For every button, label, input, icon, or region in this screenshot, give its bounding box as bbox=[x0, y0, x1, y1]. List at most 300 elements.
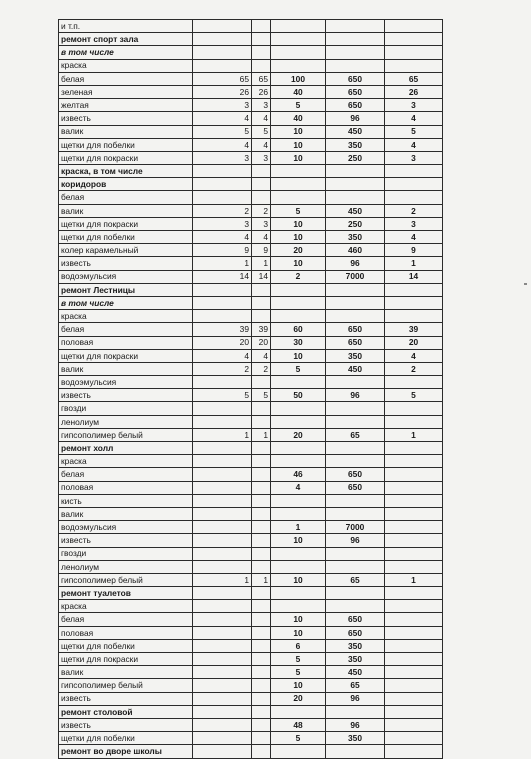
norm-cell bbox=[271, 494, 326, 507]
item-name-cell: водоэмульсия bbox=[59, 521, 193, 534]
qty-b-cell bbox=[252, 442, 271, 455]
qty-b-cell: 4 bbox=[252, 138, 271, 151]
table-row bbox=[59, 191, 443, 204]
qty-a-cell bbox=[193, 20, 252, 33]
total-cell bbox=[385, 560, 443, 573]
qty-a-cell bbox=[193, 296, 252, 309]
item-name-cell: ленолиум bbox=[59, 415, 193, 428]
total-cell: 3 bbox=[385, 217, 443, 230]
total-cell: 4 bbox=[385, 231, 443, 244]
norm-cell bbox=[271, 376, 326, 389]
qty-b-cell bbox=[252, 20, 271, 33]
total-cell bbox=[385, 481, 443, 494]
qty-a-cell bbox=[193, 442, 252, 455]
total-cell bbox=[385, 639, 443, 652]
total-cell: 14 bbox=[385, 270, 443, 283]
qty-b-cell bbox=[252, 613, 271, 626]
table-row bbox=[59, 178, 443, 191]
norm-cell: 4 bbox=[271, 481, 326, 494]
norm-cell: 5 bbox=[271, 99, 326, 112]
price-cell bbox=[326, 560, 385, 573]
qty-a-cell: 1 bbox=[193, 257, 252, 270]
norm-cell: 10 bbox=[271, 138, 326, 151]
table-row bbox=[59, 534, 443, 547]
norm-cell bbox=[271, 415, 326, 428]
table-row bbox=[59, 666, 443, 679]
norm-cell bbox=[271, 296, 326, 309]
table-row bbox=[59, 257, 443, 270]
total-cell bbox=[385, 283, 443, 296]
qty-a-cell: 3 bbox=[193, 151, 252, 164]
qty-b-cell: 2 bbox=[252, 362, 271, 375]
norm-cell: 10 bbox=[271, 613, 326, 626]
qty-b-cell bbox=[252, 534, 271, 547]
price-cell: 96 bbox=[326, 257, 385, 270]
price-cell: 65 bbox=[326, 573, 385, 586]
norm-cell bbox=[271, 560, 326, 573]
norm-cell: 10 bbox=[271, 257, 326, 270]
qty-b-cell bbox=[252, 547, 271, 560]
table-row bbox=[59, 72, 443, 85]
item-name-cell: в том числе bbox=[59, 296, 193, 309]
item-name-cell: половая bbox=[59, 336, 193, 349]
qty-a-cell bbox=[193, 59, 252, 72]
price-cell bbox=[326, 402, 385, 415]
materials-table bbox=[58, 19, 443, 759]
price-cell bbox=[326, 507, 385, 520]
item-name-cell: ремонт спорт зала bbox=[59, 33, 193, 46]
total-cell bbox=[385, 732, 443, 745]
norm-cell bbox=[271, 600, 326, 613]
total-cell bbox=[385, 455, 443, 468]
item-name-cell: краска bbox=[59, 59, 193, 72]
qty-a-cell bbox=[193, 613, 252, 626]
qty-b-cell bbox=[252, 745, 271, 758]
norm-cell bbox=[271, 20, 326, 33]
item-name-cell: коридоров bbox=[59, 178, 193, 191]
price-cell: 450 bbox=[326, 666, 385, 679]
item-name-cell: щетки для покраски bbox=[59, 217, 193, 230]
qty-a-cell bbox=[193, 718, 252, 731]
qty-a-cell: 4 bbox=[193, 231, 252, 244]
qty-b-cell bbox=[252, 507, 271, 520]
price-cell: 450 bbox=[326, 125, 385, 138]
total-cell bbox=[385, 310, 443, 323]
price-cell bbox=[326, 494, 385, 507]
table-row bbox=[59, 639, 443, 652]
total-cell bbox=[385, 46, 443, 59]
item-name-cell: белая bbox=[59, 323, 193, 336]
qty-b-cell bbox=[252, 376, 271, 389]
norm-cell: 10 bbox=[271, 626, 326, 639]
qty-b-cell bbox=[252, 310, 271, 323]
qty-a-cell: 2 bbox=[193, 204, 252, 217]
table-row bbox=[59, 600, 443, 613]
table-row bbox=[59, 573, 443, 586]
qty-a-cell: 9 bbox=[193, 244, 252, 257]
norm-cell: 30 bbox=[271, 336, 326, 349]
norm-cell: 5 bbox=[271, 362, 326, 375]
qty-a-cell bbox=[193, 705, 252, 718]
price-cell bbox=[326, 600, 385, 613]
total-cell: 3 bbox=[385, 151, 443, 164]
qty-b-cell: 1 bbox=[252, 257, 271, 270]
qty-b-cell: 5 bbox=[252, 389, 271, 402]
price-cell: 65 bbox=[326, 428, 385, 441]
qty-a-cell bbox=[193, 481, 252, 494]
price-cell: 650 bbox=[326, 468, 385, 481]
total-cell bbox=[385, 587, 443, 600]
norm-cell: 10 bbox=[271, 573, 326, 586]
norm-cell: 20 bbox=[271, 428, 326, 441]
table-row bbox=[59, 33, 443, 46]
norm-cell: 10 bbox=[271, 679, 326, 692]
qty-a-cell bbox=[193, 639, 252, 652]
price-cell: 450 bbox=[326, 204, 385, 217]
qty-b-cell bbox=[252, 59, 271, 72]
qty-b-cell: 9 bbox=[252, 244, 271, 257]
norm-cell bbox=[271, 455, 326, 468]
table-row bbox=[59, 231, 443, 244]
item-name-cell: краска bbox=[59, 310, 193, 323]
qty-b-cell: 14 bbox=[252, 270, 271, 283]
qty-a-cell bbox=[193, 468, 252, 481]
total-cell bbox=[385, 718, 443, 731]
qty-a-cell bbox=[193, 692, 252, 705]
qty-a-cell bbox=[193, 600, 252, 613]
norm-cell bbox=[271, 402, 326, 415]
item-name-cell: водоэмульсия bbox=[59, 270, 193, 283]
item-name-cell: водоэмульсия bbox=[59, 376, 193, 389]
qty-b-cell: 65 bbox=[252, 72, 271, 85]
item-name-cell: валик bbox=[59, 507, 193, 520]
item-name-cell: белая bbox=[59, 468, 193, 481]
qty-a-cell bbox=[193, 560, 252, 573]
price-cell: 96 bbox=[326, 718, 385, 731]
qty-b-cell bbox=[252, 296, 271, 309]
total-cell bbox=[385, 191, 443, 204]
table-row bbox=[59, 362, 443, 375]
norm-cell bbox=[271, 283, 326, 296]
price-cell: 7000 bbox=[326, 270, 385, 283]
norm-cell bbox=[271, 705, 326, 718]
price-cell bbox=[326, 745, 385, 758]
qty-a-cell bbox=[193, 745, 252, 758]
qty-a-cell: 3 bbox=[193, 99, 252, 112]
item-name-cell: желтая bbox=[59, 99, 193, 112]
qty-a-cell: 65 bbox=[193, 72, 252, 85]
qty-a-cell: 1 bbox=[193, 428, 252, 441]
qty-a-cell: 39 bbox=[193, 323, 252, 336]
price-cell: 350 bbox=[326, 639, 385, 652]
table-row bbox=[59, 296, 443, 309]
qty-a-cell bbox=[193, 666, 252, 679]
item-name-cell: краска bbox=[59, 455, 193, 468]
price-cell bbox=[326, 59, 385, 72]
norm-cell bbox=[271, 547, 326, 560]
price-cell: 650 bbox=[326, 99, 385, 112]
qty-a-cell bbox=[193, 402, 252, 415]
item-name-cell: кисть bbox=[59, 494, 193, 507]
total-cell bbox=[385, 521, 443, 534]
item-name-cell: щетки для покраски bbox=[59, 653, 193, 666]
item-name-cell: краска bbox=[59, 600, 193, 613]
total-cell bbox=[385, 547, 443, 560]
table-row bbox=[59, 283, 443, 296]
total-cell: 5 bbox=[385, 389, 443, 402]
price-cell bbox=[326, 165, 385, 178]
total-cell bbox=[385, 653, 443, 666]
price-cell: 650 bbox=[326, 613, 385, 626]
price-cell: 65 bbox=[326, 679, 385, 692]
table-row bbox=[59, 151, 443, 164]
total-cell: 65 bbox=[385, 72, 443, 85]
total-cell bbox=[385, 178, 443, 191]
qty-b-cell bbox=[252, 732, 271, 745]
total-cell: 2 bbox=[385, 362, 443, 375]
table-row bbox=[59, 20, 443, 33]
materials-table-body bbox=[59, 20, 443, 759]
table-row bbox=[59, 745, 443, 758]
table-row bbox=[59, 204, 443, 217]
norm-cell: 40 bbox=[271, 85, 326, 98]
table-row bbox=[59, 521, 443, 534]
qty-b-cell bbox=[252, 468, 271, 481]
norm-cell: 40 bbox=[271, 112, 326, 125]
norm-cell bbox=[271, 310, 326, 323]
total-cell: 5 bbox=[385, 125, 443, 138]
item-name-cell: гвозди bbox=[59, 547, 193, 560]
item-name-cell: половая bbox=[59, 481, 193, 494]
qty-a-cell bbox=[193, 415, 252, 428]
total-cell bbox=[385, 468, 443, 481]
qty-a-cell bbox=[193, 46, 252, 59]
item-name-cell: гипсополимер белый bbox=[59, 428, 193, 441]
qty-b-cell: 2 bbox=[252, 204, 271, 217]
item-name-cell: щетки для побелки bbox=[59, 732, 193, 745]
total-cell: 1 bbox=[385, 573, 443, 586]
norm-cell: 10 bbox=[271, 125, 326, 138]
qty-a-cell bbox=[193, 521, 252, 534]
price-cell: 96 bbox=[326, 389, 385, 402]
item-name-cell: известь bbox=[59, 112, 193, 125]
qty-a-cell bbox=[193, 507, 252, 520]
item-name-cell: белая bbox=[59, 191, 193, 204]
qty-b-cell bbox=[252, 639, 271, 652]
price-cell bbox=[326, 376, 385, 389]
price-cell bbox=[326, 455, 385, 468]
norm-cell: 60 bbox=[271, 323, 326, 336]
item-name-cell: известь bbox=[59, 534, 193, 547]
table-row bbox=[59, 679, 443, 692]
total-cell bbox=[385, 296, 443, 309]
norm-cell bbox=[271, 46, 326, 59]
price-cell: 250 bbox=[326, 151, 385, 164]
table-row bbox=[59, 125, 443, 138]
qty-b-cell: 3 bbox=[252, 151, 271, 164]
item-name-cell: известь bbox=[59, 718, 193, 731]
qty-b-cell: 5 bbox=[252, 125, 271, 138]
total-cell: 26 bbox=[385, 85, 443, 98]
total-cell: 4 bbox=[385, 349, 443, 362]
total-cell: 39 bbox=[385, 323, 443, 336]
item-name-cell: щетки для побелки bbox=[59, 231, 193, 244]
table-row bbox=[59, 138, 443, 151]
norm-cell bbox=[271, 587, 326, 600]
qty-a-cell bbox=[193, 547, 252, 560]
table-row bbox=[59, 653, 443, 666]
norm-cell bbox=[271, 442, 326, 455]
total-cell bbox=[385, 600, 443, 613]
qty-a-cell bbox=[193, 679, 252, 692]
price-cell: 350 bbox=[326, 349, 385, 362]
qty-a-cell: 26 bbox=[193, 85, 252, 98]
price-cell bbox=[326, 296, 385, 309]
norm-cell bbox=[271, 33, 326, 46]
total-cell: 1 bbox=[385, 428, 443, 441]
total-cell bbox=[385, 534, 443, 547]
qty-a-cell: 14 bbox=[193, 270, 252, 283]
qty-a-cell bbox=[193, 310, 252, 323]
qty-b-cell: 4 bbox=[252, 231, 271, 244]
qty-b-cell bbox=[252, 666, 271, 679]
qty-a-cell: 2 bbox=[193, 362, 252, 375]
table-row bbox=[59, 428, 443, 441]
qty-a-cell: 1 bbox=[193, 573, 252, 586]
price-cell bbox=[326, 178, 385, 191]
norm-cell: 50 bbox=[271, 389, 326, 402]
qty-a-cell: 5 bbox=[193, 389, 252, 402]
table-row bbox=[59, 46, 443, 59]
table-row bbox=[59, 692, 443, 705]
item-name-cell: ремонт во дворе школы bbox=[59, 745, 193, 758]
norm-cell bbox=[271, 165, 326, 178]
total-cell: 9 bbox=[385, 244, 443, 257]
table-row bbox=[59, 336, 443, 349]
price-cell: 96 bbox=[326, 692, 385, 705]
qty-b-cell: 3 bbox=[252, 99, 271, 112]
qty-a-cell bbox=[193, 191, 252, 204]
qty-b-cell bbox=[252, 705, 271, 718]
norm-cell: 10 bbox=[271, 534, 326, 547]
total-cell: 4 bbox=[385, 138, 443, 151]
qty-a-cell bbox=[193, 732, 252, 745]
price-cell: 450 bbox=[326, 362, 385, 375]
qty-b-cell bbox=[252, 587, 271, 600]
item-name-cell: щетки для покраски bbox=[59, 349, 193, 362]
total-cell bbox=[385, 376, 443, 389]
price-cell: 650 bbox=[326, 481, 385, 494]
price-cell: 650 bbox=[326, 626, 385, 639]
total-cell bbox=[385, 507, 443, 520]
price-cell: 350 bbox=[326, 231, 385, 244]
table-row bbox=[59, 560, 443, 573]
price-cell bbox=[326, 46, 385, 59]
item-name-cell: валик bbox=[59, 204, 193, 217]
norm-cell: 1 bbox=[271, 521, 326, 534]
norm-cell: 2 bbox=[271, 270, 326, 283]
qty-a-cell: 4 bbox=[193, 112, 252, 125]
norm-cell: 10 bbox=[271, 151, 326, 164]
qty-a-cell bbox=[193, 494, 252, 507]
norm-cell: 5 bbox=[271, 732, 326, 745]
price-cell bbox=[326, 191, 385, 204]
qty-b-cell bbox=[252, 283, 271, 296]
qty-b-cell bbox=[252, 33, 271, 46]
qty-a-cell bbox=[193, 653, 252, 666]
qty-b-cell: 4 bbox=[252, 112, 271, 125]
table-row bbox=[59, 59, 443, 72]
norm-cell: 48 bbox=[271, 718, 326, 731]
price-cell: 650 bbox=[326, 72, 385, 85]
norm-cell: 10 bbox=[271, 217, 326, 230]
total-cell: 1 bbox=[385, 257, 443, 270]
price-cell: 650 bbox=[326, 323, 385, 336]
qty-b-cell bbox=[252, 560, 271, 573]
norm-cell bbox=[271, 178, 326, 191]
qty-a-cell bbox=[193, 626, 252, 639]
qty-a-cell bbox=[193, 33, 252, 46]
item-name-cell: известь bbox=[59, 389, 193, 402]
table-row bbox=[59, 442, 443, 455]
table-row bbox=[59, 217, 443, 230]
total-cell bbox=[385, 415, 443, 428]
price-cell: 96 bbox=[326, 112, 385, 125]
item-name-cell: и т.п. bbox=[59, 20, 193, 33]
norm-cell: 20 bbox=[271, 244, 326, 257]
qty-a-cell bbox=[193, 534, 252, 547]
qty-b-cell bbox=[252, 415, 271, 428]
table-row bbox=[59, 310, 443, 323]
qty-a-cell: 4 bbox=[193, 349, 252, 362]
item-name-cell: валик bbox=[59, 666, 193, 679]
item-name-cell: гипсополимер белый bbox=[59, 679, 193, 692]
table-row bbox=[59, 547, 443, 560]
item-name-cell: половая bbox=[59, 626, 193, 639]
total-cell: 4 bbox=[385, 112, 443, 125]
table-row bbox=[59, 481, 443, 494]
qty-b-cell bbox=[252, 718, 271, 731]
scan-mark bbox=[524, 283, 527, 285]
qty-b-cell bbox=[252, 653, 271, 666]
table-row bbox=[59, 507, 443, 520]
item-name-cell: белая bbox=[59, 613, 193, 626]
table-row bbox=[59, 587, 443, 600]
qty-b-cell bbox=[252, 521, 271, 534]
qty-a-cell: 3 bbox=[193, 217, 252, 230]
qty-a-cell: 20 bbox=[193, 336, 252, 349]
qty-b-cell: 20 bbox=[252, 336, 271, 349]
qty-b-cell bbox=[252, 626, 271, 639]
qty-b-cell bbox=[252, 178, 271, 191]
item-name-cell: краска, в том числе bbox=[59, 165, 193, 178]
item-name-cell: в том числе bbox=[59, 46, 193, 59]
table-row bbox=[59, 376, 443, 389]
table-row bbox=[59, 165, 443, 178]
qty-b-cell bbox=[252, 165, 271, 178]
price-cell: 650 bbox=[326, 85, 385, 98]
price-cell bbox=[326, 283, 385, 296]
table-row bbox=[59, 349, 443, 362]
qty-a-cell: 5 bbox=[193, 125, 252, 138]
table-row bbox=[59, 468, 443, 481]
item-name-cell: валик bbox=[59, 125, 193, 138]
total-cell: 20 bbox=[385, 336, 443, 349]
table-row bbox=[59, 626, 443, 639]
norm-cell: 20 bbox=[271, 692, 326, 705]
norm-cell: 5 bbox=[271, 653, 326, 666]
table-row bbox=[59, 112, 443, 125]
